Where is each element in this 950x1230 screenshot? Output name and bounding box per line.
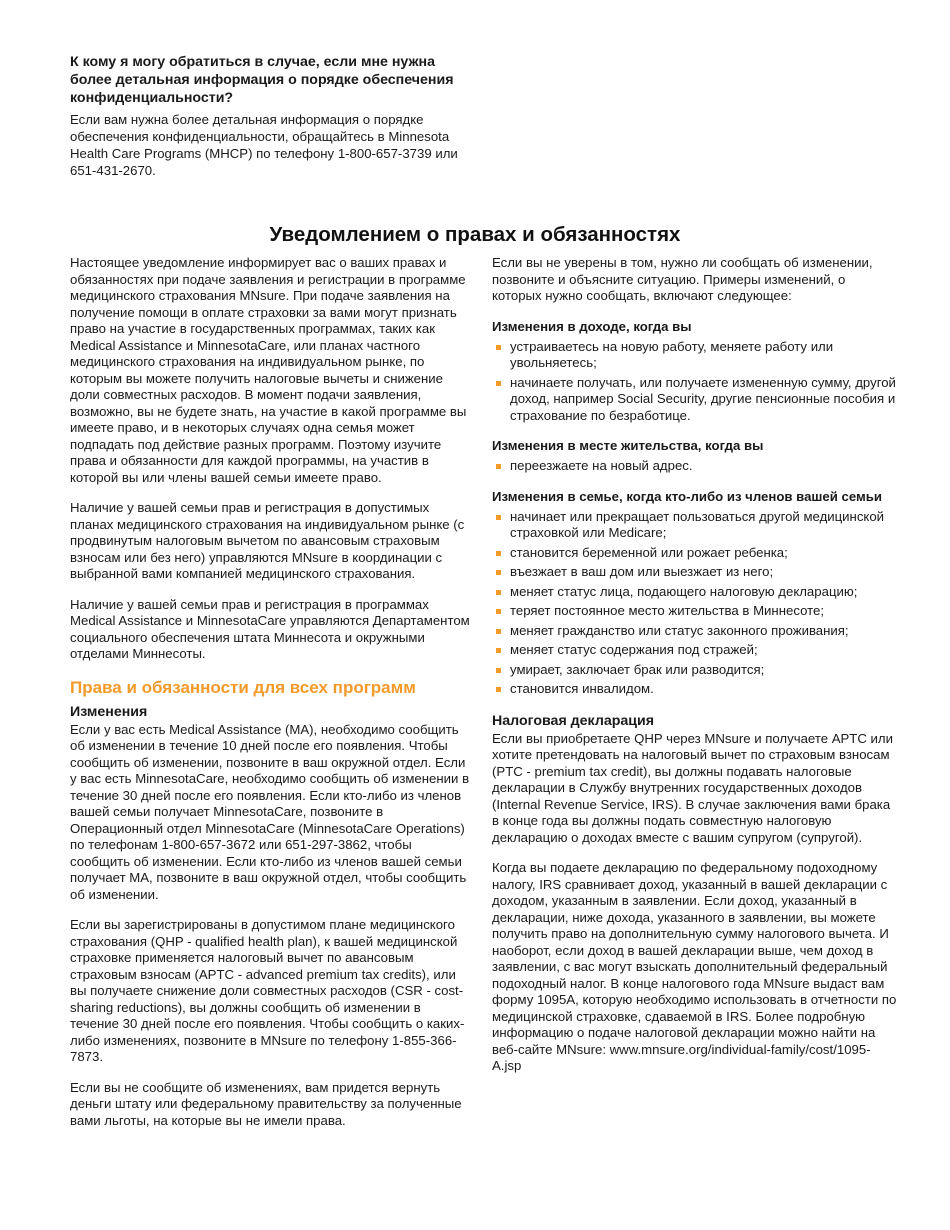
intro-paragraph: Настоящее уведомление информирует вас о ваших правах и обязанностях при подаче заявления и регистрации в программе медицинского страхования MNsure. При подаче заявления на получение помощи в оплате страховки за вами могут признать право на участие в государственных программах, таких как Medical Assistance и MinnesotaCare, или планах частного медицинского страхования на индивидуальном рынке, по которым вы можете получить налоговые вычеты и снижение доли совместных расходов. В момент подачи заявления, возможно, вы не будете знать, на участие в какой программе вы имеете право, и в некоторых случаях одна семья может подпадать под действие разных программ. Поэтому изучите права и обязанности для каждой программы, на участив в которой вы или члены вашей семьи имеете право. (70, 255, 467, 485)
section-title: Права и обязанности для всех программ (70, 677, 416, 697)
list-item: становится инвалидом. (492, 681, 897, 698)
tax-return-paragraph: Если вы приобретаете QHP через MNsure и получаете APTC или хотите претендовать на налоговый вычет по страховым взносам (PTC - premium tax credit), вы должны подавать налоговые декларации в Службу внутренних государственных доходов (Internal Revenue Service, IRS). В случае заключения вами брака в конце года вы должны подать совместную налоговую декларацию о доходах вместе с вашим супругом (супругой). (492, 730, 893, 845)
left-column (70, 255, 472, 1143)
list-item: становится беременной или рожает ребенка; (492, 545, 897, 562)
list-item: въезжает в ваш дом или выезжает из него; (492, 564, 897, 581)
changes-ma-paragraph: Если у вас есть Medical Assistance (MA), необходимо сообщить об изменении в течение 10 дней после его появления. Чтобы сообщить об изменении, позвоните в ваш окружной отдел. Если у вас есть MinnesotaCare, необходимо сообщить об изменении в течение 30 дней после его появления. Если кто-либо из членов вашей семьи получает MinnesotaCare, позвоните в Операционный отдел MinnesotaCare (MinnesotaCare Operations) по телефонам 1-800-657-3672 или 651-297-3862, чтобы сообщить об изменении. Если кто-либо из членов вашей семьи получает MA, позвоните в ваш окружной отдел, чтобы сообщить об изменении. (70, 721, 470, 902)
list-item: начинаете получать, или получаете измененную сумму, другой доход, например Social Security, другие пенсионные пособия и страхование по безработице. (492, 375, 897, 425)
page-title: Уведомлением о правах и обязанностях (269, 223, 681, 246)
list-item: устраиваетесь на новую работу, меняете работу или увольняетесь; (492, 339, 897, 372)
right-column (492, 255, 897, 1089)
changes-qhp-paragraph: Если вы зарегистрированы в допустимом плане медицинского страхования (QHP - qualified health plan), к вашей медицинской страховке применяется налоговый вычет по авансовым страховым взносам (APTC - advanced premium tax credits), или вы получаете снижение доли совместных расходов (CSR - cost-sharing reductions), вы должны сообщить об изменении в течение 30 дней после его появления. Чтобы сообщить о каких-либо изменениях, позвоните в MNsure по телефону 1-855-366-7873. (70, 917, 465, 1064)
list-item: начинает или прекращает пользоваться другой медицинской страховкой или Medicare; (492, 509, 897, 542)
privacy-contact-block (70, 53, 480, 179)
mnsure-eligibility-paragraph: Наличие у вашей семьи прав и регистрация в допустимых планах медицинского страхования на индивидуальном рынке (с продвинутым налоговым вычетом по авансовым страховым взносам или без него) управляются MNsure в координации с выбранной вами компанией медицинского страхования. (70, 500, 465, 581)
residence-changes-list (492, 458, 897, 475)
list-item: умирает, заключает брак или разводится; (492, 662, 897, 679)
unreported-changes-paragraph: Если вы не сообщите об изменениях, вам придется вернуть деньги штату или федеральному правительству за полученные вами льготы, на которые вы не имели права. (70, 1079, 462, 1128)
family-changes-heading: Изменения в семье, когда кто-либо из членов вашей семьи (492, 488, 882, 504)
income-changes-heading: Изменения в доходе, когда вы (492, 318, 692, 334)
federal-tax-paragraph: Когда вы подаете декларацию по федеральному подоходному налогу, IRS сравнивает доход, указанный в вашей декларации с доходом, указанным в заявлении. Если доход, указанный в декларации, ниже дохода, указанного в заявлении, вы можете получить право на дополнительную сумму налогового вычета. И наоборот, если доход в вашей декларации выше, чем доход в заявлении, с вас могут взыскать дополнительный федеральный подоходный налог. В конце налогового года MNsure выдаст вам форму 1095A, которую необходимо использовать в отчетности по медицинской страховке, сдаваемой в IRS. Более подробную информацию о подаче налоговой декларации можно найти на веб-сайте MNsure: www.mnsure.org/individual-family/cost/1095-A.jsp (492, 860, 897, 1073)
list-item: меняет гражданство или статус законного проживания; (492, 623, 897, 640)
residence-changes-heading: Изменения в месте жительства, когда вы (492, 438, 764, 453)
list-item: переезжаете на новый адрес. (492, 458, 897, 475)
privacy-answer: Если вам нужна более детальная информация о порядке обеспечения конфиденциальности, обращайтесь в Minnesota Health Care Programs (MHCP) по телефону 1-800-657-3739 или 651-431-2670. (70, 112, 458, 178)
dhs-eligibility-paragraph: Наличие у вашей семьи прав и регистрация в программах Medical Assistance и MinnesotaCare управляются Департаментом социального обеспечения штата Миннесота и окружными отделами Миннесоты. (70, 596, 470, 661)
income-changes-list (492, 339, 897, 425)
list-item: теряет постоянное место жительства в Миннесоте; (492, 603, 897, 620)
privacy-question: К кому я могу обратиться в случае, если мне нужна более детальная информация о порядке обеспечения конфиденциальности? (70, 54, 454, 106)
changes-heading: Изменения (70, 703, 148, 720)
tax-return-heading: Налоговая декларация (492, 712, 655, 729)
family-changes-list (492, 509, 897, 698)
list-item: меняет статус лица, подающего налоговую декларацию; (492, 584, 897, 601)
unsure-paragraph: Если вы не уверены в том, нужно ли сообщать об изменении, позвоните и объясните ситуацию. Примеры изменений, о которых нужно сообщать, включают следующее: (492, 255, 873, 303)
list-item: меняет статус содержания под стражей; (492, 642, 897, 659)
